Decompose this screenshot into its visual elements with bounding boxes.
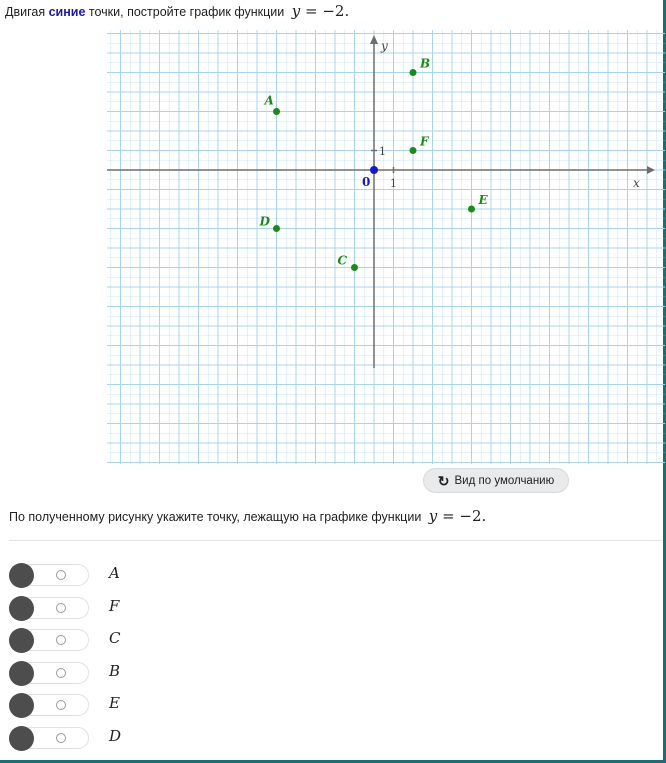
task-function-lhs: y [291, 2, 301, 20]
point-d [273, 225, 280, 232]
point-label-d: D [259, 214, 270, 229]
radio-circle-icon [56, 635, 66, 645]
point-a [273, 108, 280, 115]
question-text [9, 508, 486, 525]
question-function-eq: = [442, 507, 455, 525]
question-body: По полученному рисунку укажите точку, лежащую на графике функции [9, 510, 422, 524]
radio-circle-icon [56, 700, 66, 710]
toggle-knob [9, 628, 34, 653]
option-toggle[interactable] [9, 564, 89, 586]
coordinate-plane[interactable] [107, 30, 665, 464]
option-toggle[interactable] [9, 727, 89, 749]
option-a[interactable] [9, 559, 309, 592]
point-e [468, 206, 475, 213]
point-b [410, 69, 417, 76]
toggle-knob [9, 726, 34, 751]
point-c [351, 264, 358, 271]
option-label: C [109, 629, 121, 647]
point-label-b: B [420, 56, 431, 71]
point-f [410, 147, 417, 154]
reload-icon: ↻ [437, 472, 450, 489]
default-view-button[interactable] [423, 468, 569, 493]
origin-label: 0 [362, 175, 371, 189]
task-emphasis: синие [48, 5, 86, 19]
option-label: D [109, 726, 122, 745]
y-axis-label: y [381, 39, 388, 53]
task-function-eq: = [304, 2, 318, 20]
y-axis-arrow [370, 35, 378, 44]
task-suffix: точки, постройте график функции [88, 5, 285, 19]
x-tick-label: 1 [390, 177, 397, 190]
option-label: B [109, 661, 121, 680]
option-e[interactable] [9, 689, 309, 722]
task-prefix: Двигая [5, 5, 46, 19]
x-axis-label: x [633, 176, 640, 190]
task-instruction [5, 3, 349, 20]
toggle-knob [9, 693, 34, 718]
point-label-e: E [478, 193, 488, 207]
toggle-knob [9, 563, 34, 588]
option-label: F [109, 596, 120, 615]
option-toggle[interactable] [9, 694, 89, 716]
option-d[interactable] [9, 722, 309, 755]
point-label-c: C [337, 253, 348, 268]
radio-circle-icon [56, 668, 66, 678]
option-f[interactable] [9, 592, 309, 625]
task-function-rhs: −2. [322, 2, 350, 20]
option-b[interactable] [9, 657, 309, 690]
axes [107, 35, 655, 368]
y-tick-label: 1 [379, 145, 386, 158]
grid-lines [107, 30, 665, 464]
option-c[interactable] [9, 624, 309, 657]
option-toggle[interactable] [9, 662, 89, 684]
toggle-knob [9, 596, 34, 621]
radio-circle-icon [56, 603, 66, 613]
task-function [292, 2, 350, 20]
question-function [429, 507, 487, 525]
answer-options [9, 559, 309, 754]
option-toggle[interactable] [9, 597, 89, 619]
x-axis-arrow [647, 166, 655, 174]
toggle-knob [9, 661, 34, 686]
point-label-a: A [264, 93, 274, 108]
question-function-rhs: −2. [459, 507, 487, 525]
radio-circle-icon [56, 733, 66, 743]
divider [9, 540, 661, 541]
radio-circle-icon [56, 570, 66, 580]
option-label: A [109, 564, 120, 582]
option-toggle[interactable] [9, 629, 89, 651]
default-view-label: Вид по умолчанию [454, 474, 555, 487]
point-label-f: F [420, 134, 429, 149]
option-label: E [109, 694, 120, 712]
movable-point[interactable] [370, 166, 378, 174]
question-function-lhs: y [428, 507, 438, 525]
